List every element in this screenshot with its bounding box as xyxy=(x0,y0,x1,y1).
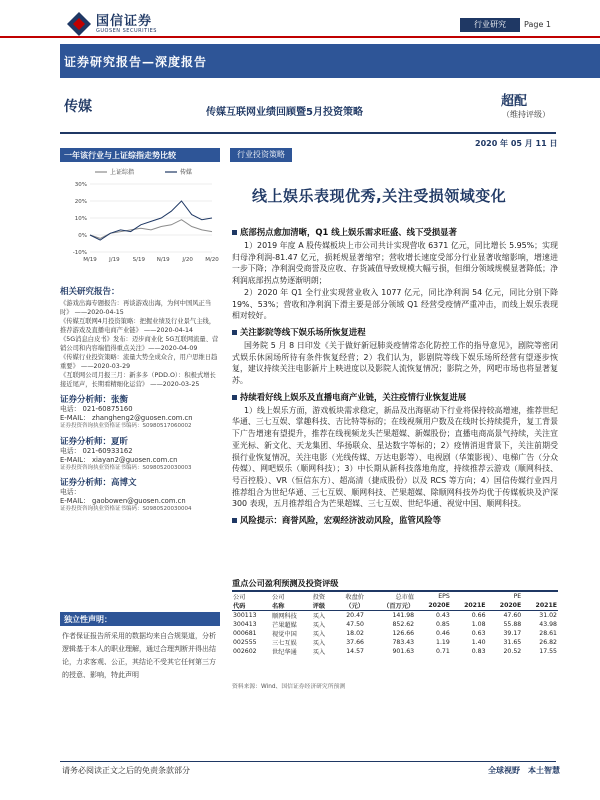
footer-slogan: 全球视野 本土智慧 xyxy=(488,766,560,775)
sidebar xyxy=(60,283,220,514)
table-cell: 20.52 xyxy=(503,648,522,655)
related-report[interactable]: 《5G消息白皮书》发布：迈步商业化 5G互联网流量、营销公司和内容端值得重点关注》——2020-04-09 xyxy=(60,336,219,352)
table-cell xyxy=(522,591,558,601)
table-title: 重点公司盈利预测及投资评级 xyxy=(232,578,339,588)
table-cell xyxy=(451,591,487,601)
table-cell: EPS xyxy=(415,591,451,601)
section-3-para: 1）线上娱乐方面，游戏板块需求稳定，新品及出海驱动下行业将保持较高增速，推荐世纪华通、三七互娱、掌趣科技、吉比特等标的；在线视频用户数及在线时长持续提升，复工背景下广告增速有望提升，推荐在线视频龙头芒果超媒、新媒股份；直播电商高景气持续，关注宣亚光标、新文化、天龙集团、华扬联众、星达数字等标的；2）疫情消退背景下，关注前期受损行业恢复情况，关注电影（光线传媒、万达电影等）、电视剧（华策影视）、电梯广告（分众传媒）、网吧娱乐（顺网科技）；3）中长期从新科技落地角度，持续推荐云游戏（顺网科技、号百控股）、VR（恒信东方）、超高清（捷成股份）以及 RCS 等方向；4）国信传媒行业四月推荐组合为世纪华通、三七互娱、顺网科技、芒果超媒、除顺网科技外均优于传媒板块及沪深 300 表现，五月推荐组合为芒果超媒、三七互娱、世纪华通、视觉中国、顺网科技。 xyxy=(232,405,558,509)
logo-name: 国信证券 xyxy=(96,14,153,29)
valuation-table xyxy=(232,590,558,656)
date-divider xyxy=(60,132,556,134)
analyst-phone: 电话： 021-60875160 xyxy=(60,405,133,413)
y-tick-label: -10% xyxy=(72,250,87,256)
table-row xyxy=(232,647,558,656)
table-cell: 公司 xyxy=(271,591,312,601)
analyst-email[interactable]: E-MAIL： gaobowen@guosen.com.cn xyxy=(60,497,186,505)
table-cell: 141.98 xyxy=(392,612,415,619)
analyst-3 xyxy=(60,476,220,488)
logo-mark-icon xyxy=(66,11,92,37)
analyst-name: 张衡 xyxy=(111,395,129,405)
table-cell: 126.66 xyxy=(392,630,415,637)
table-cell: 评级 xyxy=(312,601,334,611)
logo-subtitle: GUOSEN SECURITIES xyxy=(96,28,157,34)
table-cell: 0.66 xyxy=(471,612,486,619)
independence-statement: 作者保证报告所采用的数据均来自合规渠道，分析逻辑基于本人的职业理解，通过合理判断并得出结论，力求客观、公正，其结论不受其它任何第三方的授意、影响，特此声明 xyxy=(62,632,216,679)
report-type-title: 证券研究报告—深度报告 xyxy=(64,55,208,69)
analyst-cert: 证券投资咨询执业资格证书编码：S0980520030003 xyxy=(60,464,192,471)
x-tick-label: J/20 xyxy=(182,257,193,263)
table-row xyxy=(232,611,558,621)
y-tick-label: 20% xyxy=(74,199,87,205)
table-cell: 47.60 xyxy=(503,612,522,619)
table-cell: 39.17 xyxy=(503,630,522,637)
analyst-role: 证券分析师： xyxy=(60,478,112,488)
table-cell: 47.50 xyxy=(346,621,364,628)
analyst-role: 证券分析师： xyxy=(60,395,112,405)
header-category-tag: 行业研究 xyxy=(460,18,520,32)
footer-disclaimer: 请务必阅读正文之后的免责条款部分 xyxy=(62,766,190,775)
table-cell: 买入 xyxy=(312,631,326,638)
invest-strategy-tag: 行业投资策略 xyxy=(230,148,292,162)
main-body xyxy=(232,222,558,528)
table-cell: 0.71 xyxy=(436,648,450,655)
risk-title: 风险提示： xyxy=(240,515,282,526)
chart-header: 一年该行业与上证综指走势比较 xyxy=(64,151,176,160)
legend-label: 上证综指 xyxy=(110,169,135,176)
table-cell: 002555 xyxy=(233,639,257,646)
section-1-para-1: 1）2019 年度 A 股传媒板块上市公司共计实现营收 6371 亿元，同比增长 5.95%；实现归母净利润-81.47 亿元，损耗规显著缩窄；营收增长速度受部分行业显著收缩影响，增速进一步下降；净利润受商誉及应收、存货减值导致规模大幅亏损，但细分领域规模显著降低；净利润底部拐点势逐渐明朗； xyxy=(232,241,558,286)
table-cell: 18.02 xyxy=(346,630,364,637)
series-line xyxy=(90,220,212,239)
table-cell: 买入 xyxy=(312,649,326,656)
bullet-icon xyxy=(232,330,237,335)
industry-name: 传媒 xyxy=(64,99,92,115)
table-cell: 0.63 xyxy=(471,630,486,637)
analyst-email[interactable]: E-MAIL： xiayan2@guosen.com.cn xyxy=(60,455,178,464)
table-cell: PE xyxy=(487,591,523,601)
table-cell: 300113 xyxy=(233,612,257,619)
table-cell: 000681 xyxy=(233,630,257,637)
section-3-title: 持续看好线上娱乐及直播电商产业链，关注疫情行业恢复进展 xyxy=(240,391,467,402)
analyst-2 xyxy=(60,435,220,447)
x-tick-label: M/19 xyxy=(83,257,97,263)
table-cell: 43.98 xyxy=(539,621,557,628)
risk-text: 商誉风险，宏观经济波动风险，监管风险等 xyxy=(281,515,441,526)
footer-divider xyxy=(60,761,556,762)
analyst-email[interactable]: E-MAIL： zhangheng2@guosen.com.cn xyxy=(60,414,193,422)
bullet-icon xyxy=(232,518,237,523)
related-report[interactable]: 《传媒互联网4月投资策略：把握业绩及行业景气主线，推荐游戏及直播电商产业链》 ——2020-04-14 xyxy=(60,318,216,334)
bullet-icon xyxy=(232,395,237,400)
table-cell: 三七互娱 xyxy=(272,640,297,647)
main-title: 线上娱乐表现优秀,关注受损领域变化 xyxy=(252,187,507,205)
table-cell: 公司 xyxy=(232,591,271,601)
report-subtitle: 传媒互联网业绩回顾暨5月投资策略 xyxy=(206,107,363,118)
table-cell: 852.62 xyxy=(392,621,415,628)
rating-note: （维持评级） xyxy=(502,110,550,119)
analyst-role: 证券分析师： xyxy=(60,436,112,447)
analyst-1 xyxy=(60,393,220,405)
table-cell: 37.66 xyxy=(346,639,364,646)
rating: 超配 xyxy=(501,94,528,109)
header-divider xyxy=(0,36,600,38)
table-cell: 0.83 xyxy=(471,648,486,655)
section-1-title: 底部拐点愈加清晰，Q1 线上娱乐需求旺盛、线下受损显著 xyxy=(240,227,457,237)
table-cell: 0.43 xyxy=(436,612,450,619)
report-date: 2020 年 05 月 11 日 xyxy=(475,139,558,148)
x-tick-label: M/20 xyxy=(205,257,219,263)
table-cell: 1.08 xyxy=(471,621,486,628)
analyst-phone: 电话： xyxy=(60,488,81,496)
section-2-para: 国务院 5 月 8 日印发《关于做好新冠肺炎疫情常态化防控工作的指导意见》，剧院等密闭式娱乐休闲场所待有条件恢复经营；2）我们认为，影剧院等线下娱乐场所经营有望逐步恢复，建议持续关注电影新片上映进度以及影院人流恢复情况；影院之外，网吧市场也将显著复苏。 xyxy=(232,340,558,386)
table-cell: 2021E xyxy=(451,601,487,611)
table-cell: 0.85 xyxy=(436,621,450,628)
table-cell: 26.82 xyxy=(539,639,557,646)
related-report[interactable]: 《游戏出海专题报告：再谈游戏出海，为何中国风正当时》 ——2020-04-15 xyxy=(60,300,212,316)
table-cell: 顺网科技 xyxy=(272,613,297,620)
section-heading xyxy=(232,226,558,238)
x-tick-label: J/19 xyxy=(109,257,120,263)
table-cell: 芒果超媒 xyxy=(272,622,297,629)
table-cell: 代码 xyxy=(232,601,271,611)
table-cell: 总市值 xyxy=(365,591,415,601)
table-cell: 901.63 xyxy=(392,648,415,655)
table-cell: 0.46 xyxy=(436,630,450,637)
x-tick-label: N/19 xyxy=(156,257,170,263)
performance-chart xyxy=(60,164,220,276)
table-cell: 买入 xyxy=(312,640,326,647)
table-cell: 2021E xyxy=(522,601,558,611)
related-report[interactable]: 《传媒行业投资策略：流量大势全成众合，用户思维日趋重要》 ——2020-03-29 xyxy=(60,354,218,370)
table-cell: （元） xyxy=(334,601,365,611)
related-report[interactable]: 《互联网公司月报三月：新多多（PDD.O）：积极式增长接近尾声，长期看精细化运营》 ——2020-03-25 xyxy=(60,372,216,388)
table-cell: 31.02 xyxy=(539,612,557,619)
table-cell: 14.57 xyxy=(346,648,364,655)
table-row xyxy=(232,638,558,647)
x-tick-label: S/19 xyxy=(132,257,145,263)
table-cell: 002602 xyxy=(233,648,257,655)
bullet-icon xyxy=(232,230,237,235)
y-tick-label: 0% xyxy=(78,233,87,239)
table-cell: 1.40 xyxy=(471,639,486,646)
table-cell: 名称 xyxy=(271,601,312,611)
table-cell: 2020E xyxy=(487,601,523,611)
table-cell: 783.43 xyxy=(392,639,415,646)
legend-label: 传媒 xyxy=(180,169,193,176)
table-cell: 2020E xyxy=(415,601,451,611)
table-cell: 55.88 xyxy=(503,621,522,628)
y-tick-label: 30% xyxy=(74,182,87,188)
independence-heading: 独立性声明： xyxy=(64,615,112,624)
table-cell: 31.65 xyxy=(503,639,522,646)
table-header-row xyxy=(232,601,558,611)
table-cell: 20.47 xyxy=(346,612,364,619)
table-cell: 世纪华通 xyxy=(272,649,297,656)
analyst-cert: 证券投资咨询执业资格证书编码：S0980517060002 xyxy=(60,423,192,429)
section-2-title: 关注影院等线下娱乐场所恢复进程 xyxy=(240,326,366,337)
table-cell: 买入 xyxy=(312,622,326,629)
table-row xyxy=(232,629,558,638)
table-cell: 17.55 xyxy=(539,648,557,655)
analyst-cert: 证券投资咨询执业资格证书编码：S0980520030004 xyxy=(60,506,192,512)
table-cell: （百万元） xyxy=(365,601,415,611)
section-1-para-2: 2）2020 年 Q1 全行业实现营业收入 1077 亿元，同比净利润 54 亿元，同比分别下降 19%、53%；营收和净利润下滑主要是部分领域 Q1 经营受疫情严重冲击，而线上娱乐表现相对较好。 xyxy=(232,287,558,321)
table-cell: 买入 xyxy=(312,613,326,620)
table-cell: 投资 xyxy=(312,591,334,601)
table-cell: 视觉中国 xyxy=(272,631,297,638)
related-reports-heading: 相关研究报告： xyxy=(60,287,120,297)
risk-heading xyxy=(232,514,558,526)
table-cell: 28.61 xyxy=(539,630,557,637)
table-header-row xyxy=(232,591,558,601)
analyst-name: 夏昕 xyxy=(111,436,129,447)
section-heading xyxy=(232,391,558,403)
table-cell: 300413 xyxy=(233,621,257,628)
page-number: Page 1 xyxy=(524,20,551,29)
table-row xyxy=(232,620,558,629)
section-heading xyxy=(232,326,558,338)
y-tick-label: 10% xyxy=(74,216,87,222)
table-source: 资料来源：Wind、国信证券经济研究所预测 xyxy=(232,684,346,690)
analyst-name: 高博文 xyxy=(111,478,137,488)
table-cell: 收盘价 xyxy=(334,591,365,601)
table-cell: 1.19 xyxy=(436,639,450,646)
series-line xyxy=(90,201,212,240)
analyst-phone: 电话： 021-60933162 xyxy=(60,446,133,455)
